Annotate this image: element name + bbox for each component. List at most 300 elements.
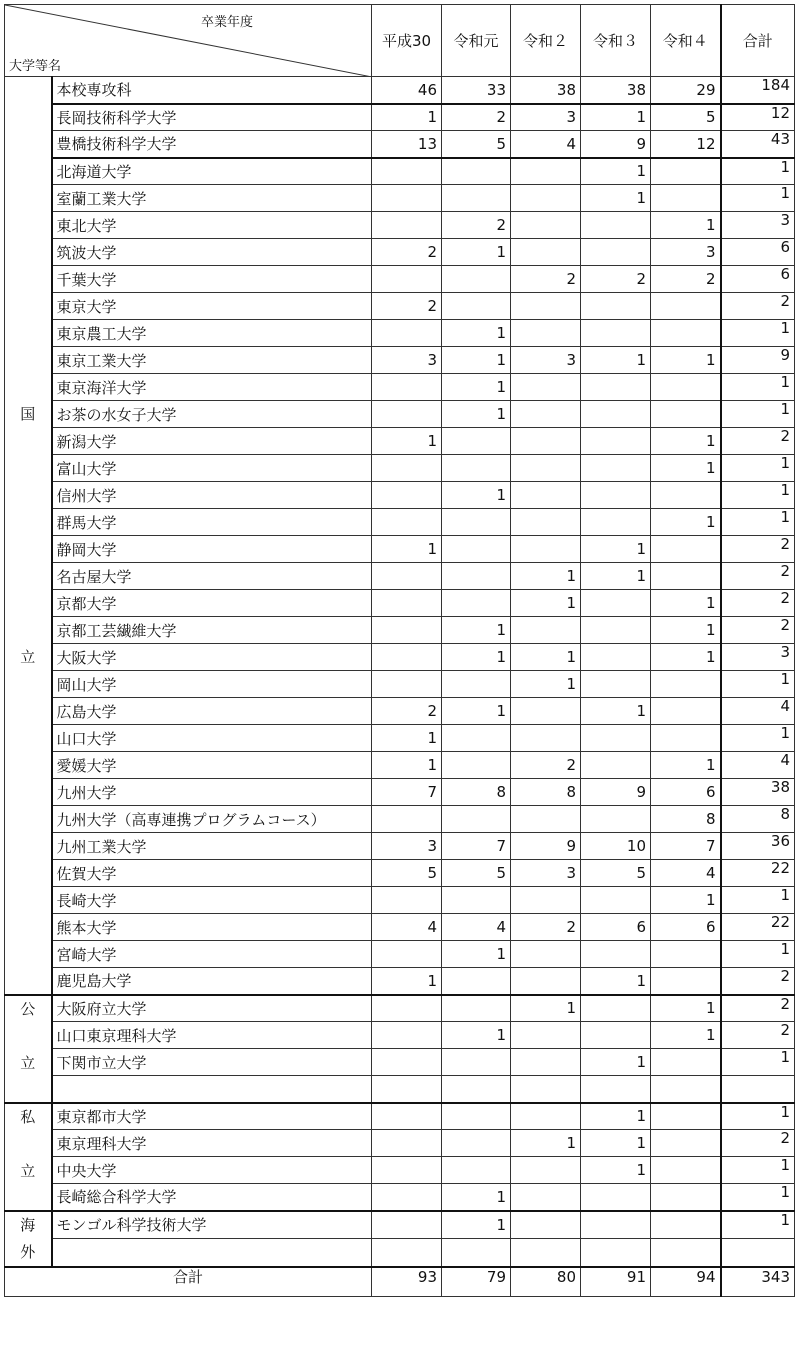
- university-name: 新潟大学: [52, 428, 372, 455]
- value-cell: [442, 671, 511, 698]
- sum-value: 91: [581, 1267, 651, 1297]
- row-total: 12: [721, 104, 795, 131]
- value-cell: 9: [581, 779, 651, 806]
- value-cell: 3: [511, 104, 581, 131]
- sum-label: 合計: [5, 1267, 372, 1297]
- table-row: [5, 212, 795, 239]
- value-cell: 1: [581, 1049, 651, 1076]
- row-total: 2: [721, 293, 795, 320]
- value-cell: [372, 482, 442, 509]
- table-row: [5, 1103, 795, 1130]
- value-cell: [581, 644, 651, 671]
- value-cell: 7: [442, 833, 511, 860]
- value-cell: [581, 806, 651, 833]
- value-cell: [511, 401, 581, 428]
- value-cell: 1: [651, 1022, 721, 1049]
- value-cell: [442, 158, 511, 185]
- row-total: [721, 1076, 795, 1103]
- value-cell: 1: [581, 698, 651, 725]
- value-cell: 1: [651, 347, 721, 374]
- row-total: 22: [721, 860, 795, 887]
- category-char: 海: [20, 1215, 36, 1234]
- value-cell: [511, 1157, 581, 1184]
- university-name: 富山大学: [52, 455, 372, 482]
- value-cell: 1: [651, 212, 721, 239]
- value-cell: 9: [511, 833, 581, 860]
- row-total: 2: [721, 428, 795, 455]
- value-cell: [442, 509, 511, 536]
- university-name: 鹿児島大学: [52, 968, 372, 995]
- value-cell: 46: [372, 77, 442, 104]
- value-cell: 1: [651, 455, 721, 482]
- value-cell: [372, 644, 442, 671]
- value-cell: [651, 1239, 721, 1267]
- value-cell: [651, 374, 721, 401]
- value-cell: [442, 536, 511, 563]
- value-cell: 10: [581, 833, 651, 860]
- row-total: 3: [721, 212, 795, 239]
- value-cell: [511, 968, 581, 995]
- table-row: [5, 995, 795, 1022]
- value-cell: [651, 1049, 721, 1076]
- value-cell: [581, 590, 651, 617]
- value-cell: 1: [651, 590, 721, 617]
- value-cell: [372, 1022, 442, 1049]
- value-cell: [372, 509, 442, 536]
- value-cell: [581, 293, 651, 320]
- value-cell: 1: [581, 563, 651, 590]
- university-name: 東京理科大学: [52, 1130, 372, 1157]
- sum-row: [5, 1267, 795, 1297]
- value-cell: [651, 1076, 721, 1103]
- value-cell: [442, 806, 511, 833]
- value-cell: [511, 1184, 581, 1211]
- value-cell: [442, 887, 511, 914]
- value-cell: [442, 590, 511, 617]
- value-cell: [372, 887, 442, 914]
- table-row: [5, 860, 795, 887]
- university-name: 愛媛大学: [52, 752, 372, 779]
- value-cell: 5: [442, 860, 511, 887]
- row-total: 1: [721, 887, 795, 914]
- value-cell: 8: [651, 806, 721, 833]
- value-cell: [442, 455, 511, 482]
- table-row: [5, 131, 795, 158]
- table-row: [5, 1211, 795, 1239]
- value-cell: [651, 698, 721, 725]
- year-header: 令和元: [442, 5, 511, 77]
- university-name: 長崎大学: [52, 887, 372, 914]
- value-cell: 1: [442, 320, 511, 347]
- table-row: [5, 563, 795, 590]
- row-total: 1: [721, 671, 795, 698]
- value-cell: [651, 185, 721, 212]
- header-corner: [5, 5, 372, 77]
- value-cell: [442, 428, 511, 455]
- value-cell: 38: [581, 77, 651, 104]
- value-cell: [511, 617, 581, 644]
- university-name: モンゴル科学技術大学: [52, 1211, 372, 1239]
- grand-total: 343: [721, 1267, 795, 1297]
- value-cell: [581, 455, 651, 482]
- value-cell: [442, 1076, 511, 1103]
- table-row: [5, 941, 795, 968]
- value-cell: [442, 752, 511, 779]
- value-cell: [651, 563, 721, 590]
- value-cell: [581, 1211, 651, 1239]
- value-cell: 1: [442, 644, 511, 671]
- value-cell: [651, 941, 721, 968]
- value-cell: [442, 995, 511, 1022]
- value-cell: [581, 725, 651, 752]
- value-cell: [372, 401, 442, 428]
- table-row: [5, 428, 795, 455]
- value-cell: 2: [511, 752, 581, 779]
- value-cell: 7: [372, 779, 442, 806]
- table-row: [5, 590, 795, 617]
- value-cell: [581, 482, 651, 509]
- category-char: 公: [20, 999, 36, 1018]
- row-total: 1: [721, 1103, 795, 1130]
- category-char: 国: [20, 405, 36, 423]
- row-total: 1: [721, 941, 795, 968]
- university-name: 東京農工大学: [52, 320, 372, 347]
- value-cell: [581, 428, 651, 455]
- university-name: 信州大学: [52, 482, 372, 509]
- row-total: 1: [721, 185, 795, 212]
- value-cell: [372, 1076, 442, 1103]
- university-name: 本校専攻科: [52, 77, 372, 104]
- table-row: [5, 887, 795, 914]
- value-cell: 7: [651, 833, 721, 860]
- table-row: [5, 320, 795, 347]
- table-row: [5, 482, 795, 509]
- university-name: 九州大学: [52, 779, 372, 806]
- value-cell: [372, 266, 442, 293]
- row-total: 1: [721, 509, 795, 536]
- university-name: 九州工業大学: [52, 833, 372, 860]
- value-cell: [651, 401, 721, 428]
- header-row: [5, 5, 795, 77]
- university-name: 東京都市大学: [52, 1103, 372, 1130]
- university-name: 中央大学: [52, 1157, 372, 1184]
- value-cell: 4: [442, 914, 511, 941]
- value-cell: [581, 617, 651, 644]
- row-total: 2: [721, 617, 795, 644]
- value-cell: 1: [581, 1130, 651, 1157]
- corner-university-label: 大学等名: [9, 59, 62, 74]
- value-cell: [372, 320, 442, 347]
- value-cell: [511, 1022, 581, 1049]
- value-cell: [372, 671, 442, 698]
- value-cell: [511, 1239, 581, 1267]
- value-cell: [511, 482, 581, 509]
- university-name: お茶の水女子大学: [52, 401, 372, 428]
- value-cell: 1: [372, 428, 442, 455]
- year-header: 令和４: [651, 5, 721, 77]
- row-total: 4: [721, 698, 795, 725]
- value-cell: [651, 293, 721, 320]
- university-name: 豊橋技術科学大学: [52, 131, 372, 158]
- row-total: 1: [721, 1184, 795, 1211]
- value-cell: [651, 320, 721, 347]
- category-char: 立: [20, 1053, 36, 1072]
- value-cell: 1: [651, 995, 721, 1022]
- table-row: [5, 77, 795, 104]
- row-total: 1: [721, 374, 795, 401]
- value-cell: [372, 995, 442, 1022]
- university-name: 千葉大学: [52, 266, 372, 293]
- value-cell: [651, 158, 721, 185]
- university-name: 京都大学: [52, 590, 372, 617]
- table-row: [5, 1022, 795, 1049]
- row-total: 1: [721, 725, 795, 752]
- table-row: [5, 185, 795, 212]
- university-table: [4, 4, 795, 1297]
- university-name: 熊本大学: [52, 914, 372, 941]
- category-cell: [5, 77, 52, 995]
- value-cell: [511, 293, 581, 320]
- university-name: 下関市立大学: [52, 1049, 372, 1076]
- value-cell: 2: [372, 698, 442, 725]
- value-cell: 1: [442, 1184, 511, 1211]
- value-cell: [511, 698, 581, 725]
- value-cell: 1: [511, 563, 581, 590]
- value-cell: 1: [581, 968, 651, 995]
- value-cell: 3: [651, 239, 721, 266]
- value-cell: [511, 1103, 581, 1130]
- university-name: [52, 1076, 372, 1103]
- value-cell: 1: [581, 1103, 651, 1130]
- row-total: 4: [721, 752, 795, 779]
- value-cell: [651, 725, 721, 752]
- value-cell: 4: [372, 914, 442, 941]
- value-cell: 8: [511, 779, 581, 806]
- value-cell: [442, 185, 511, 212]
- row-total: 3: [721, 644, 795, 671]
- table-row: [5, 617, 795, 644]
- university-name: 静岡大学: [52, 536, 372, 563]
- value-cell: 3: [511, 860, 581, 887]
- row-total: 38: [721, 779, 795, 806]
- value-cell: 1: [442, 374, 511, 401]
- value-cell: 1: [442, 1022, 511, 1049]
- category-cell: [5, 995, 52, 1103]
- table-row: [5, 239, 795, 266]
- value-cell: [651, 1157, 721, 1184]
- value-cell: [372, 1130, 442, 1157]
- value-cell: [581, 1076, 651, 1103]
- value-cell: 1: [511, 671, 581, 698]
- table-row: [5, 806, 795, 833]
- sum-value: 93: [372, 1267, 442, 1297]
- value-cell: [511, 428, 581, 455]
- value-cell: [581, 995, 651, 1022]
- value-cell: [581, 239, 651, 266]
- value-cell: [442, 1157, 511, 1184]
- table-row: [5, 914, 795, 941]
- table-row: [5, 401, 795, 428]
- value-cell: [372, 185, 442, 212]
- value-cell: [581, 401, 651, 428]
- value-cell: 1: [651, 887, 721, 914]
- value-cell: [511, 158, 581, 185]
- university-name: 長崎総合科学大学: [52, 1184, 372, 1211]
- value-cell: [372, 1157, 442, 1184]
- year-header: 令和３: [581, 5, 651, 77]
- value-cell: 2: [442, 104, 511, 131]
- value-cell: 1: [581, 185, 651, 212]
- university-name: 筑波大学: [52, 239, 372, 266]
- value-cell: [581, 941, 651, 968]
- value-cell: 3: [372, 347, 442, 374]
- value-cell: 1: [581, 104, 651, 131]
- value-cell: 1: [442, 347, 511, 374]
- value-cell: [442, 1103, 511, 1130]
- value-cell: [511, 212, 581, 239]
- value-cell: [442, 1130, 511, 1157]
- row-total: 6: [721, 239, 795, 266]
- university-name: 東京海洋大学: [52, 374, 372, 401]
- table-row: [5, 266, 795, 293]
- value-cell: 1: [581, 158, 651, 185]
- category-char: 外: [20, 1242, 36, 1261]
- value-cell: 8: [442, 779, 511, 806]
- table-row: [5, 671, 795, 698]
- value-cell: [372, 941, 442, 968]
- value-cell: 2: [581, 266, 651, 293]
- value-cell: [581, 509, 651, 536]
- row-total: 6: [721, 266, 795, 293]
- value-cell: 4: [511, 131, 581, 158]
- university-name: 東北大学: [52, 212, 372, 239]
- value-cell: 1: [442, 482, 511, 509]
- value-cell: [651, 968, 721, 995]
- table-row: [5, 644, 795, 671]
- value-cell: [511, 887, 581, 914]
- value-cell: 1: [651, 617, 721, 644]
- value-cell: 3: [372, 833, 442, 860]
- value-cell: 5: [372, 860, 442, 887]
- value-cell: [442, 1049, 511, 1076]
- table-row: [5, 1049, 795, 1076]
- value-cell: 1: [651, 752, 721, 779]
- year-header: 令和２: [511, 5, 581, 77]
- university-name: 長岡技術科学大学: [52, 104, 372, 131]
- value-cell: [511, 239, 581, 266]
- value-cell: [511, 455, 581, 482]
- value-cell: [581, 752, 651, 779]
- value-cell: 1: [442, 1211, 511, 1239]
- university-name: 大阪府立大学: [52, 995, 372, 1022]
- value-cell: [581, 320, 651, 347]
- value-cell: 1: [651, 428, 721, 455]
- value-cell: 1: [581, 347, 651, 374]
- table-row: [5, 968, 795, 995]
- row-total: 1: [721, 320, 795, 347]
- university-name: 大阪大学: [52, 644, 372, 671]
- value-cell: 9: [581, 131, 651, 158]
- value-cell: [581, 212, 651, 239]
- value-cell: [651, 1211, 721, 1239]
- value-cell: [511, 1049, 581, 1076]
- value-cell: 1: [511, 644, 581, 671]
- row-total: 2: [721, 968, 795, 995]
- row-total: 22: [721, 914, 795, 941]
- row-total: 2: [721, 590, 795, 617]
- row-total: 184: [721, 77, 795, 104]
- table-row: [5, 509, 795, 536]
- category-char: 立: [20, 648, 36, 666]
- value-cell: [511, 185, 581, 212]
- value-cell: 1: [511, 995, 581, 1022]
- table-row: [5, 779, 795, 806]
- value-cell: 1: [372, 536, 442, 563]
- corner-year-label: 卒業年度: [201, 15, 254, 30]
- value-cell: [442, 725, 511, 752]
- value-cell: [372, 1211, 442, 1239]
- university-name: 京都工芸繊維大学: [52, 617, 372, 644]
- value-cell: [372, 1184, 442, 1211]
- category-char: 立: [20, 1161, 36, 1180]
- row-total: 43: [721, 131, 795, 158]
- value-cell: [372, 1049, 442, 1076]
- value-cell: 1: [372, 968, 442, 995]
- table-row: [5, 1076, 795, 1103]
- table-row: [5, 833, 795, 860]
- row-total: 2: [721, 1130, 795, 1157]
- sum-value: 80: [511, 1267, 581, 1297]
- sum-value: 94: [651, 1267, 721, 1297]
- row-total: 9: [721, 347, 795, 374]
- table-row: [5, 347, 795, 374]
- row-total: 2: [721, 563, 795, 590]
- table-row: [5, 293, 795, 320]
- value-cell: [372, 563, 442, 590]
- value-cell: 1: [442, 401, 511, 428]
- row-total: 1: [721, 1049, 795, 1076]
- row-total: 2: [721, 1022, 795, 1049]
- table-row: [5, 725, 795, 752]
- value-cell: 3: [511, 347, 581, 374]
- university-name: 広島大学: [52, 698, 372, 725]
- value-cell: 1: [442, 617, 511, 644]
- value-cell: 6: [581, 914, 651, 941]
- row-total: 1: [721, 401, 795, 428]
- category-cell: [5, 1103, 52, 1211]
- university-name: 佐賀大学: [52, 860, 372, 887]
- table-row: [5, 1157, 795, 1184]
- value-cell: [651, 671, 721, 698]
- university-name: 北海道大学: [52, 158, 372, 185]
- table-row: [5, 1130, 795, 1157]
- value-cell: 1: [581, 536, 651, 563]
- value-cell: [581, 887, 651, 914]
- value-cell: 2: [511, 914, 581, 941]
- row-total: 2: [721, 995, 795, 1022]
- university-name: 室蘭工業大学: [52, 185, 372, 212]
- value-cell: 1: [651, 509, 721, 536]
- value-cell: [372, 212, 442, 239]
- value-cell: [372, 374, 442, 401]
- table-row: [5, 158, 795, 185]
- value-cell: 5: [581, 860, 651, 887]
- value-cell: [372, 590, 442, 617]
- value-cell: 38: [511, 77, 581, 104]
- value-cell: 1: [511, 590, 581, 617]
- row-total: 1: [721, 1211, 795, 1239]
- value-cell: 29: [651, 77, 721, 104]
